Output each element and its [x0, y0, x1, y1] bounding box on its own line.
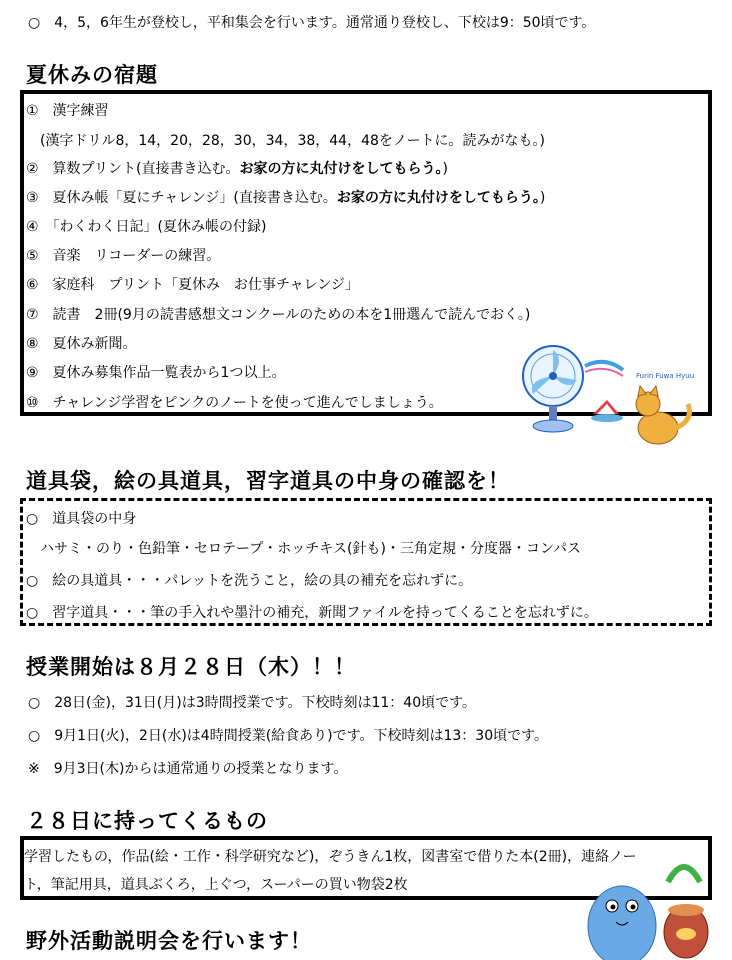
homework-item-6: ⑥ 家庭科 プリント「夏休み お仕事チャレンジ」: [26, 277, 359, 293]
tools-item-1-detail: ハサミ・のり・色鉛筆・セロテープ・ホッチキス(針も)・三角定規・分度器・コンパス: [26, 541, 581, 557]
outdoor-heading: 野外活動説明会を行います！: [26, 929, 312, 953]
fan-caption: Furin Fuwa Hyuu: [636, 372, 695, 380]
homework-item-2: ② 算数プリント(直接書き込む。お家の方に丸付けをしてもらう。): [26, 161, 448, 177]
classes-item-1: ○ 28日(金)，31日(月)は3時間授業です。下校時刻は11：40頃です。: [28, 695, 476, 711]
homework-item-4: ④ 「わくわく日記」(夏休み帳の付録): [26, 219, 267, 235]
mascot-illustration: [576, 852, 726, 960]
homework-item-2-note: お家の方に丸付けをしてもらう。: [239, 161, 443, 177]
tools-item-3: ○ 習字道具・・・筆の手入れや墨汁の補充，新聞ファイルを持ってくることを忘れずに。: [26, 605, 598, 621]
classes-item-3: ※ 9月3日(木)からは通常通りの授業となります。: [28, 761, 348, 777]
homework-item-8: ⑧ 夏休み新聞。: [26, 336, 137, 352]
cat-illustration: [628, 384, 698, 448]
homework-item-5: ⑤ 音楽 リコーダーの練習。: [26, 248, 221, 264]
fan-illustration: [515, 336, 625, 436]
classes-item-2: ○ 9月1日(火)，2日(水)は4時間授業(給食あり)です。下校時刻は13：30頃です。: [28, 728, 549, 744]
intro-line: ○ 4，5，6年生が登校し，平和集会を行います。通常通り登校し、下校は9：50頃です。: [28, 15, 596, 31]
bring-heading: ２８日に持ってくるもの: [26, 809, 268, 833]
classes-heading: 授業開始は８月２８日（木）！！: [26, 655, 356, 679]
bring-line-1: 学習したもの，作品(絵・工作・科学研究など)，ぞうきん1枚，図書室で借りた本(2冊)，連絡ノー: [24, 849, 637, 865]
homework-item-1-detail: (漢字ドリル8，14，20，28，30，34，38，44，48をノートに。読みがなも。): [26, 133, 545, 149]
homework-item-3-note: お家の方に丸付けをしてもらう。: [336, 190, 540, 206]
homework-heading: 夏休みの宿題: [26, 63, 158, 87]
homework-item-7: ⑦ 読書 2冊(9月の読書感想文コンクールのための本を1冊選んで読んでおく。): [26, 307, 531, 323]
homework-item-3: ③ 夏休み帳「夏にチャレンジ」(直接書き込む。お家の方に丸付けをしてもらう。): [26, 190, 546, 206]
homework-item-9: ⑨ 夏休み募集作品一覧表から1つ以上。: [26, 365, 286, 381]
tools-item-1: ○ 道具袋の中身: [26, 511, 137, 527]
homework-item-10: ⑩ チャレンジ学習をピンクのノートを使って進んでしましょう。: [26, 395, 443, 411]
tools-heading: 道具袋，絵の具道具，習字道具の中身の確認を！: [26, 469, 510, 493]
bring-line-2: ト，筆記用具，道具ぶくろ，上ぐつ，スーパーの買い物袋2枚: [24, 877, 408, 893]
tools-item-2: ○ 絵の具道具・・・パレットを洗うこと，絵の具の補充を忘れずに。: [26, 573, 473, 589]
homework-item-1: ① 漢字練習: [26, 103, 109, 119]
